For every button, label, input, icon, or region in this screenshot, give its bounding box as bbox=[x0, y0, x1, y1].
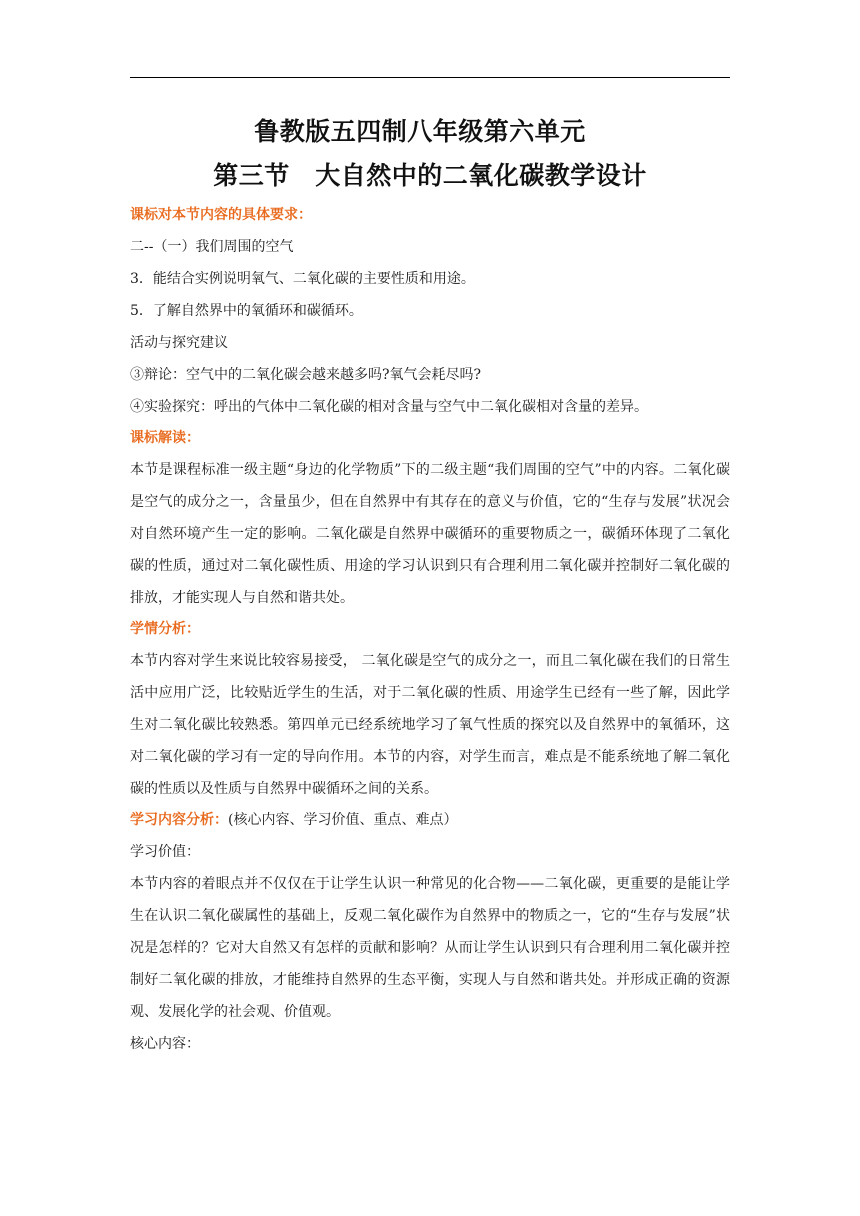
learner-analysis-paragraph: 本节内容对学生来说比较容易接受， 二氧化碳是空气的成分之一，而且二氧化碳在我们的日常生活中应用广泛，比较贴近学生的生活，对于二氧化碳的性质、用途学生已经有一些了解，因此学生对二氧化碳比较熟悉。第四单元已经系统地学习了氧气性质的探究以及自然界中的氧循环，这对二氧化碳的学习有一定的导向作用。本节的内容，对学生而言，难点是不能系统地了解二氧化碳的性质以及性质与自然界中碳循环之间的关系。 bbox=[130, 653, 730, 797]
document-body bbox=[130, 200, 730, 1060]
document-title-line1: 鲁教版五四制八年级第六单元 bbox=[254, 117, 586, 146]
section-heading-content-analysis bbox=[130, 805, 730, 836]
requirement-line: 3．能结合实例说明氧气、二氧化碳的主要性质和用途。 bbox=[130, 271, 475, 287]
subheading-learning-value: 学习价值： bbox=[130, 844, 200, 860]
requirement-line: ③辩论：空气中的二氧化碳会越来越多吗?氧气会耗尽吗? bbox=[130, 367, 482, 383]
content-analysis-heading-text: 学习内容分析： bbox=[130, 812, 228, 828]
document-title-line2: 第三节 大自然中的二氧化碳教学设计 bbox=[213, 161, 647, 190]
requirement-line: 活动与探究建议 bbox=[130, 335, 228, 351]
section-heading-curriculum-requirements: 课标对本节内容的具体要求： bbox=[130, 207, 312, 223]
requirement-line: 二--（一）我们周围的空气 bbox=[130, 239, 294, 255]
header-rule bbox=[130, 77, 730, 78]
section-heading-curriculum-interpretation: 课标解读： bbox=[130, 430, 200, 446]
requirement-line: ④实验探究：呼出的气体中二氧化碳的相对含量与空气中二氧化碳相对含量的差异。 bbox=[130, 399, 648, 415]
requirement-line: 5．了解自然界中的氧循环和碳循环。 bbox=[130, 303, 363, 319]
content-analysis-heading-note: (核心内容、学习价值、重点、难点） bbox=[228, 812, 458, 828]
subheading-core-content: 核心内容： bbox=[130, 1036, 200, 1052]
curriculum-interpretation-paragraph: 本节是课程标准一级主题“身边的化学物质”下的二级主题“我们周围的空气”中的内容。二氧化碳是空气的成分之一，含量虽少，但在自然界中有其存在的意义与价值，它的“生存与发展”状况会对自然环境产生一定的影响。二氧化碳是自然界中碳循环的重要物质之一，碳循环体现了二氧化碳的性质，通过对二氧化碳性质、用途的学习认识到只有合理利用二氧化碳并控制好二氧化碳的排放，才能实现人与自然和谐共处。 bbox=[130, 462, 730, 606]
learning-value-paragraph: 本节内容的着眼点并不仅仅在于让学生认识一种常见的化合物——二氧化碳，更重要的是能让学生在认识二氧化碳属性的基础上，反观二氧化碳作为自然界中的物质之一，它的“生存与发展”状况是怎样的？它对大自然又有怎样的贡献和影响？从而让学生认识到只有合理利用二氧化碳并控制好二氧化碳的排放，才能维持自然界的生态平衡，实现人与自然和谐共处。并形成正确的资源观、发展化学的社会观、价值观。 bbox=[130, 876, 730, 1020]
section-heading-learner-analysis: 学情分析： bbox=[130, 621, 200, 637]
